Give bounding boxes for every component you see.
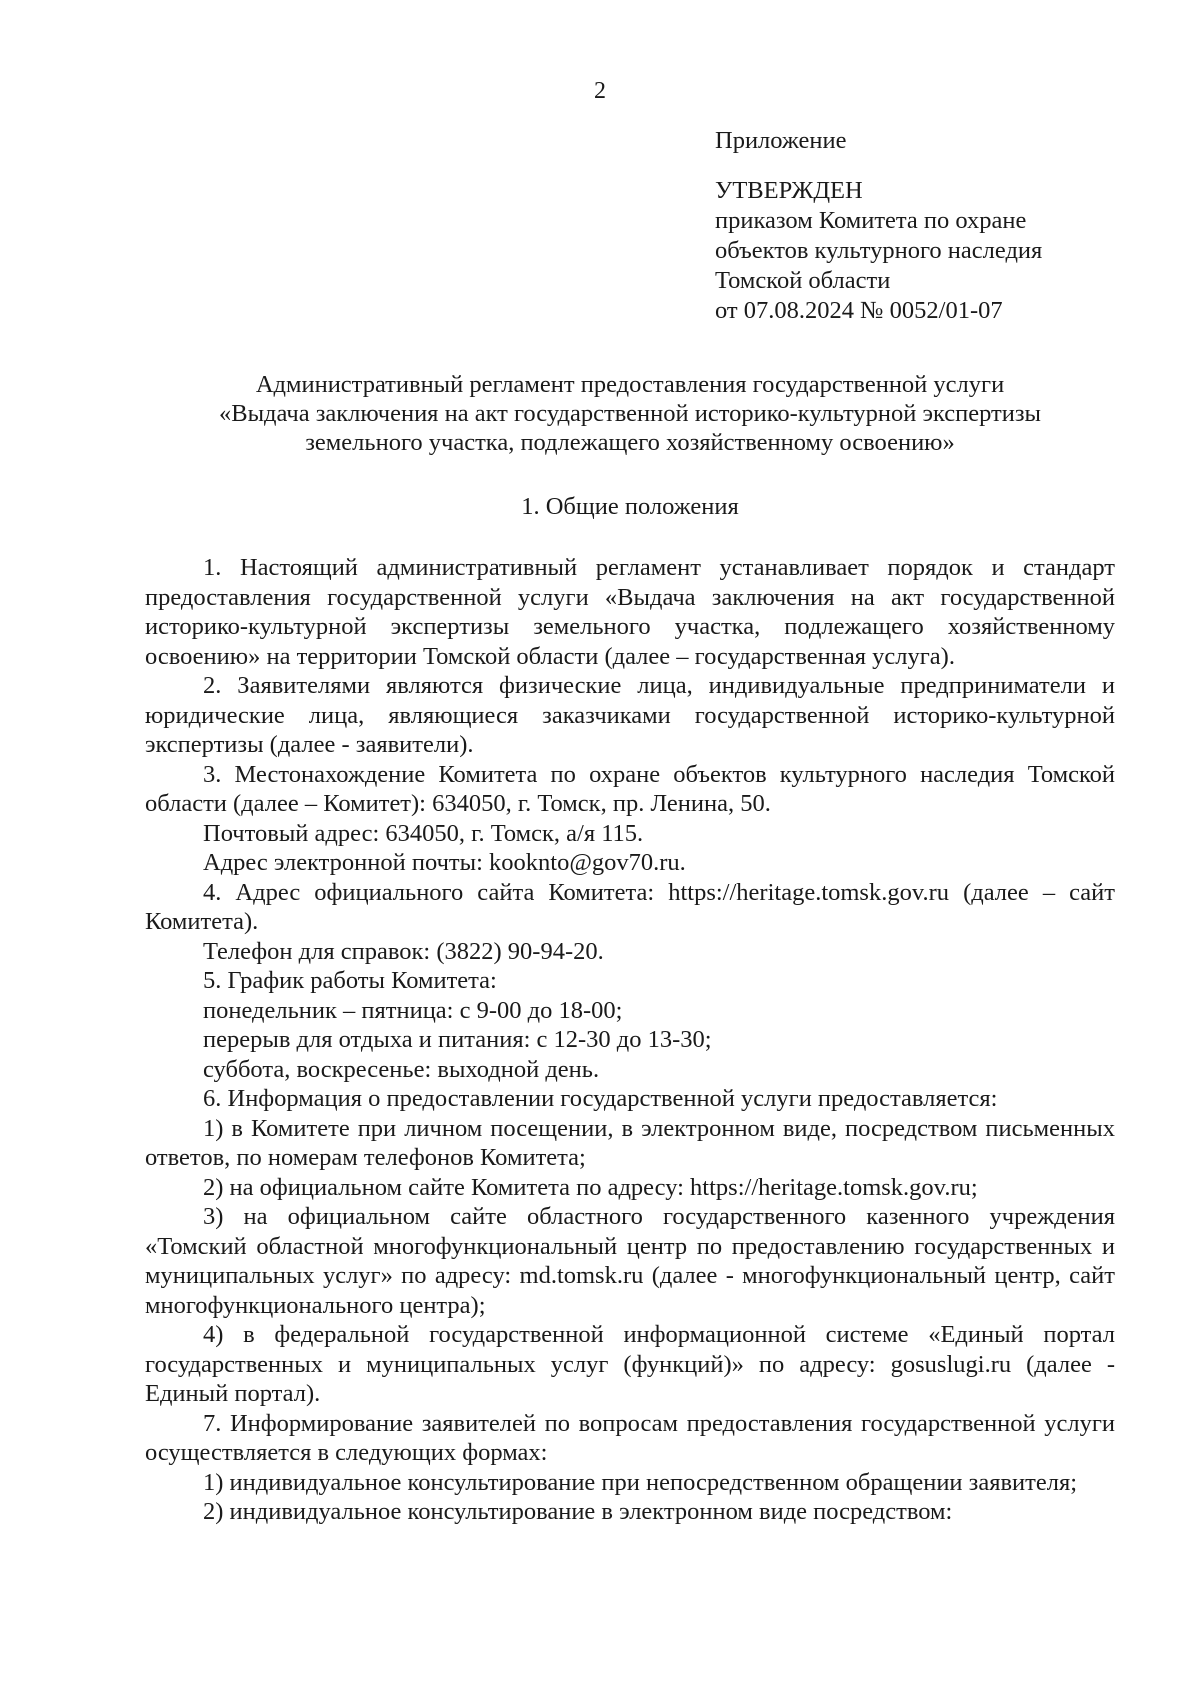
paragraph: Адрес электронной почты: kooknto@gov70.ru. <box>203 849 686 876</box>
appendix-label: Приложение <box>715 127 847 154</box>
approval-line: объектов культурного наследия <box>715 237 1043 264</box>
paragraph: перерыв для отдыха и питания: с 12-30 до 13-30; <box>203 1026 712 1053</box>
paragraph: Телефон для справок: (3822) 90-94-20. <box>203 937 604 965</box>
approval-line: Томской области <box>715 267 891 294</box>
paragraph: суббота, воскресенье: выходной день. <box>203 1055 600 1083</box>
paragraph: 5. График работы Комитета: <box>203 967 497 994</box>
document-title <box>145 370 1115 457</box>
paragraph: 1) индивидуальное консультирование при непосредственном обращении заявителя; <box>203 1468 1078 1496</box>
paragraph: Почтовый адрес: 634050, г. Томск, а/я 115. <box>203 819 644 847</box>
title-line: земельного участка, подлежащего хозяйственному освоению» <box>305 429 955 456</box>
paragraph: 2. Заявителями являются физические лица, индивидуальные предприниматели и юридические лица, являющиеся заказчиками государственной историко-культурной экспертизы (далее - заявители). <box>145 672 1115 758</box>
paragraph: 2) индивидуальное консультирование в электронном виде посредством: <box>203 1498 953 1525</box>
paragraph: 6. Информация о предоставлении государственной услуги предоставляется: <box>203 1085 998 1112</box>
approval-line: приказом Комитета по охране <box>715 207 1027 234</box>
paragraph: 4. Адрес официального сайта Комитета: https://heritage.tomsk.gov.ru (далее – сайт Комитета). <box>145 878 1115 935</box>
paragraph: 7. Информирование заявителей по вопросам предоставления государственной услуги осуществляется в следующих формах: <box>145 1409 1115 1466</box>
paragraph: понедельник – пятница: с 9-00 до 18-00; <box>203 996 623 1024</box>
paragraph: 3) на официальном сайте областного государственного казенного учреждения «Томский областной многофункциональный центр по предоставлению государственных и муниципальных услуг» по адресу: md.tomsk.ru (далее - многофункциональный центр, сайт многофункционального центра); <box>145 1203 1115 1319</box>
body-text <box>145 553 1115 1527</box>
paragraph: 2) на официальном сайте Комитета по адресу: https://heritage.tomsk.gov.ru; <box>203 1173 978 1201</box>
approval-block <box>715 126 1155 326</box>
title-line: Административный регламент предоставления государственной услуги <box>255 371 1005 398</box>
paragraph: 1. Настоящий административный регламент устанавливает порядок и стандарт предоставления государственной услуги «Выдача заключения на акт государственной историко-культурной экспертизы земельного участка, подлежащего хозяйственному освоению» на территории Томской области (далее – государственная услуга). <box>145 554 1115 670</box>
section-heading: 1. Общие положения <box>521 493 739 520</box>
paragraph: 1) в Комитете при личном посещении, в электронном виде, посредством письменных ответов, по номерам телефонов Комитета; <box>145 1114 1115 1171</box>
title-line: «Выдача заключения на акт государственной историко-культурной экспертизы <box>218 400 1041 427</box>
approval-order-date: от 07.08.2024 № 0052/01-07 <box>715 297 1003 324</box>
page-number: 2 <box>594 78 606 104</box>
paragraph: 3. Местонахождение Комитета по охране объектов культурного наследия Томской области (далее – Комитет): 634050, г. Томск, пр. Ленина, 50. <box>145 760 1115 817</box>
paragraph: 4) в федеральной государственной информационной системе «Единый портал государственных и муниципальных услуг (функций)» по адресу: gosuslugi.ru (далее - Единый портал). <box>145 1321 1115 1407</box>
approved-label: УТВЕРЖДЕН <box>715 177 863 204</box>
